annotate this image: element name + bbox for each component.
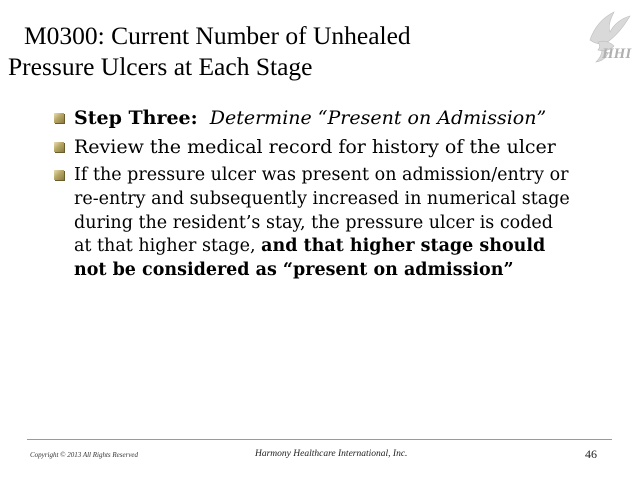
bullet-review-record	[52, 135, 572, 159]
hhi-dove-logo-icon	[580, 6, 634, 68]
bullet-step-three	[52, 106, 572, 130]
step-three-label: Step Three:	[74, 107, 198, 129]
logo-text: HHI	[602, 46, 632, 62]
copyright-text: Copyright © 2013 All Rights Reserved	[30, 451, 139, 459]
page-number: 46	[585, 447, 597, 461]
title-line-2: Pressure Ulcers at Each Stage	[8, 52, 313, 81]
title-line-1: M0300: Current Number of Unhealed	[24, 21, 411, 50]
bullet-square-icon	[54, 142, 64, 152]
bullet-list	[52, 106, 572, 288]
bullet-square-icon	[54, 170, 64, 180]
step-three-text: Determine “Present on Admission”	[209, 107, 547, 129]
company-name: Harmony Healthcare International, Inc.	[255, 449, 408, 459]
review-record-text: Review the medical record for history of the ulcer	[74, 136, 556, 158]
bullet-square-icon	[54, 113, 64, 123]
slide-title	[8, 20, 528, 82]
present-on-admission-text: If the pressure ulcer was present on admission/entry or re-entry and subsequently increased in numerical stage during the resident’s stay, the pressure ulcer is coded at that higher stage,	[74, 165, 570, 257]
bullet-present-on-admission	[52, 164, 572, 283]
footer-rule	[27, 439, 612, 440]
present-on-admission-bold-text: and that higher stage should not be considered as “present on admission”	[74, 236, 546, 281]
